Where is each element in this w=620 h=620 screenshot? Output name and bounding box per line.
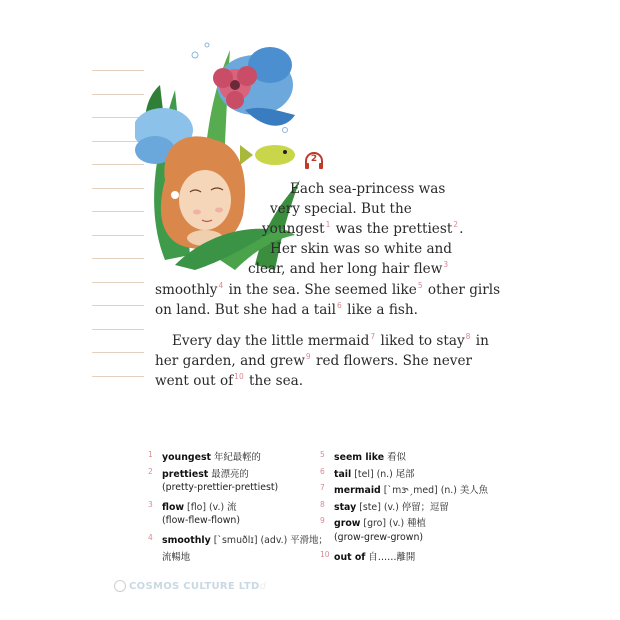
story-segment: in	[475, 333, 489, 349]
vocab-text	[162, 515, 240, 526]
publisher-watermark	[114, 580, 266, 592]
story-segment: Her skin was so white and	[270, 241, 453, 257]
vocab-text	[334, 466, 415, 480]
vocab-number: 1	[148, 450, 153, 459]
vocab-text	[334, 482, 488, 496]
vocab-number: 9	[320, 516, 325, 526]
vocab-definition: (grow-grew-grown)	[334, 531, 424, 543]
watermark-tail: d	[259, 581, 267, 592]
footnote-marker: 6	[337, 301, 342, 311]
vocab-definition: 平滑地；	[290, 534, 328, 546]
story-line	[248, 260, 449, 280]
footnote-marker: 2	[453, 220, 459, 230]
vocab-number: 4	[148, 532, 153, 542]
audio-track-badge[interactable]	[303, 150, 325, 172]
vocab-phonetic: [tel] (n.)	[354, 468, 396, 480]
story-line	[155, 301, 418, 321]
copyright-icon	[114, 580, 126, 592]
vocab-definition: 流	[227, 501, 237, 513]
vocab-text	[162, 532, 328, 546]
vocab-word: mermaid	[334, 485, 381, 497]
vocab-text	[162, 449, 261, 463]
vocab-text	[334, 449, 406, 463]
vocab-number: 5	[320, 450, 325, 459]
vocab-text	[334, 549, 415, 563]
vocab-word: seem like	[334, 452, 385, 463]
vocab-word: grow	[334, 518, 361, 530]
story-line	[155, 281, 500, 301]
vocab-word: smoothly	[162, 534, 211, 546]
story-line	[290, 180, 445, 200]
story-segment: on land. But she had a tail	[155, 302, 337, 318]
vocab-word: flow	[162, 501, 185, 513]
vocab-definition: 看似	[387, 452, 406, 463]
vocab-word: stay	[334, 501, 357, 513]
story-segment: went out of	[155, 373, 234, 389]
story-line	[155, 352, 472, 372]
vocab-definition: 自……離開	[368, 551, 416, 563]
vocab-definition: 年紀最輕的	[214, 452, 261, 463]
vocab-number: 8	[320, 499, 325, 509]
story-line	[172, 332, 489, 352]
vocab-number: 10	[320, 549, 330, 559]
vocab-definition: 尾部	[395, 468, 415, 480]
footnote-marker: 3	[443, 260, 449, 270]
story-line	[270, 240, 452, 260]
vocab-text	[162, 482, 278, 493]
story-segment: was the prettiest	[335, 221, 453, 237]
story-segment: red flowers. She never	[315, 353, 473, 369]
footnote-marker: 4	[218, 281, 224, 291]
story-segment: Each sea-princess was	[290, 181, 446, 197]
vocab-text	[162, 466, 249, 480]
footnote-marker: 9	[305, 352, 311, 362]
vocab-definition: 種植	[407, 518, 426, 530]
story-segment: youngest	[262, 221, 325, 237]
vocab-number: 7	[320, 483, 325, 493]
vocab-word: youngest	[162, 452, 212, 463]
story-segment: in the sea. She seemed like	[228, 282, 417, 298]
story-segment: smoothly	[155, 282, 218, 298]
footnote-marker: 8	[465, 332, 471, 342]
vocab-definition: 流暢地	[162, 551, 191, 563]
vocab-phonetic: [gro] (v.)	[363, 518, 408, 530]
vocab-number: 3	[148, 499, 153, 509]
story-segment: like a fish.	[347, 302, 418, 318]
vocab-definition: 美人魚	[459, 485, 489, 497]
vocab-text	[334, 532, 423, 543]
vocab-text	[162, 549, 190, 563]
vocab-phonetic: [ste] (v.)	[359, 501, 402, 513]
vocab-word: tail	[334, 468, 352, 480]
vocab-word: prettiest	[162, 468, 209, 480]
footnote-marker: 5	[417, 281, 423, 291]
footnote-marker: 7	[370, 332, 376, 342]
story-segment: clear, and her long hair flew	[248, 261, 443, 277]
vocab-word: out of	[334, 551, 366, 563]
audio-track-number: 2	[310, 154, 318, 164]
vocab-phonetic: [ˋmɝˏmed] (n.)	[383, 485, 460, 497]
story-segment: the sea.	[249, 373, 304, 389]
vocab-number: 2	[148, 466, 153, 476]
story-line: youngest$^1$ was the prettiest$^2$.	[262, 220, 464, 237]
vocab-text	[334, 499, 449, 513]
story-segment: liked to stay	[380, 333, 465, 349]
footnote-marker: 10	[234, 372, 244, 382]
vocab-text	[334, 515, 426, 529]
story-line	[270, 200, 412, 220]
story-segment: very special. But the	[270, 201, 412, 217]
watermark-text: COSMOS CULTURE LTD	[129, 581, 260, 592]
vocab-definition: (flow-flew-flown)	[162, 515, 240, 527]
vocab-text	[162, 499, 236, 513]
vocab-number: 6	[320, 466, 325, 476]
story-segment: other girls	[427, 282, 501, 298]
vocab-phonetic: [ˋsmuðlɪ] (adv.)	[213, 534, 291, 546]
vocab-definition: 停留；逗留	[401, 501, 449, 513]
vocab-definition: (pretty-prettier-prettiest)	[162, 482, 279, 494]
story-line	[155, 372, 303, 392]
vocab-phonetic: [flo] (v.)	[187, 501, 228, 513]
story-segment: Every day the little mermaid	[172, 333, 370, 349]
footnote-marker: 1	[325, 220, 331, 230]
story-segment: her garden, and grew	[155, 353, 305, 369]
vocab-definition: 最漂亮的	[211, 468, 249, 480]
